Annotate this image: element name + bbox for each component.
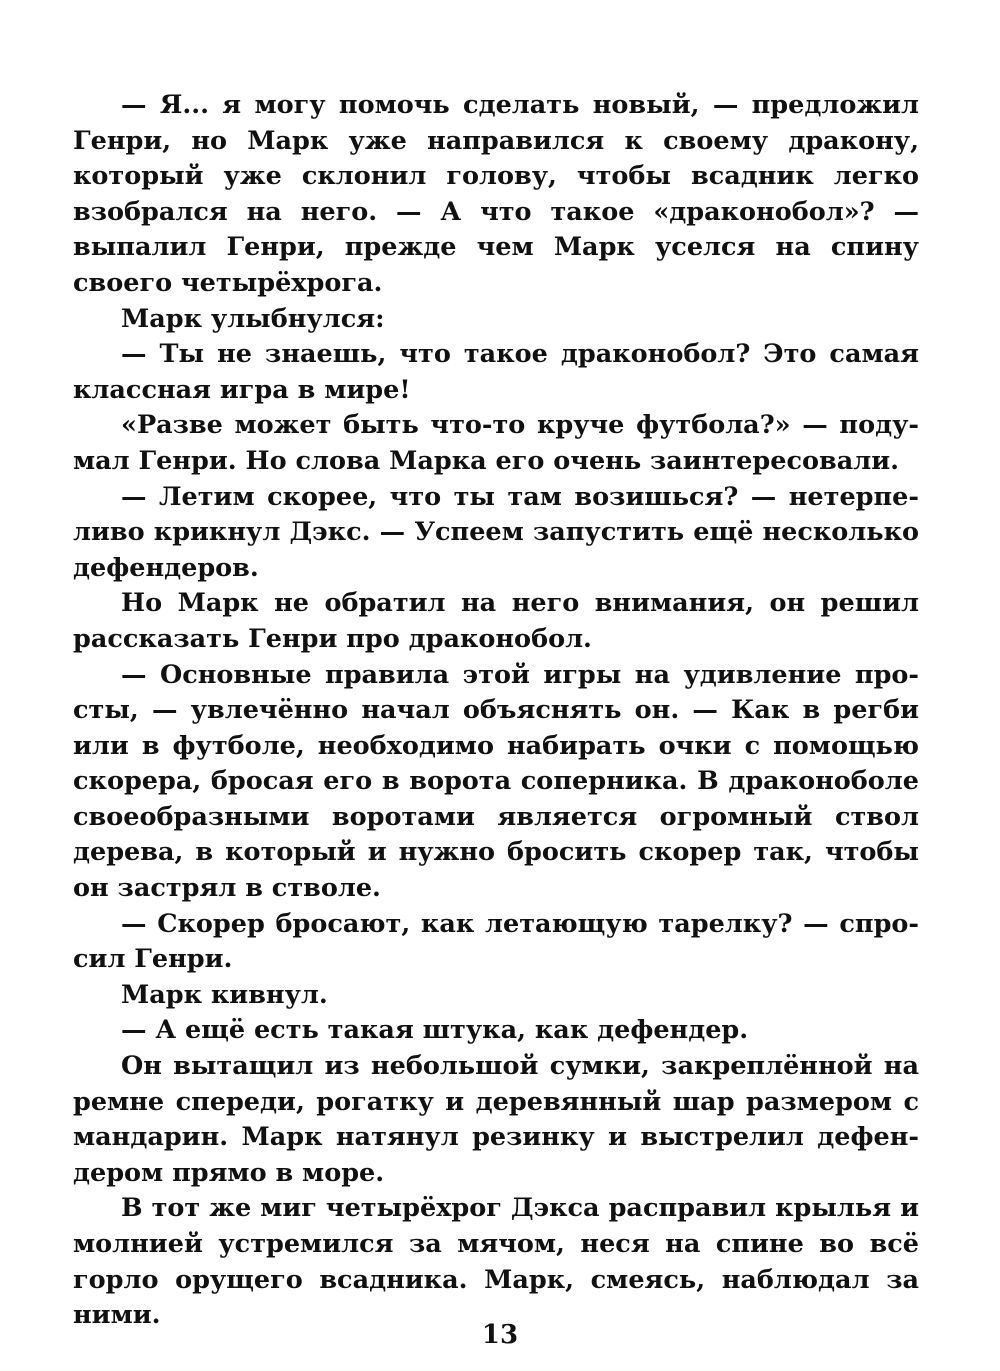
paragraph: — Летим скорее, что ты там возишься? — нетерпеливо крикнул Дэкс. — Успеем запустить ещё несколько дефендеров. bbox=[73, 481, 919, 583]
paragraph: Но Марк не обратил на него внимания, он решил рассказать Генри про драконобол. bbox=[73, 588, 919, 654]
paragraph: — Ты не знаешь, что такое драконобол? Это самая классная игра в мире! bbox=[73, 339, 919, 405]
paragraph: — Я... я могу помочь сделать новый, — предложил Генри, но Марк уже направился к своему дракону, который уже склонил голову, чтобы всадник легко взобрался на него. — А что такое «драконобол»? — выпалил Генри, прежде чем Марк уселся на спину своего четырёхрога. bbox=[73, 90, 919, 298]
paragraph: — Скорер бросают, как летающую тарелку? — спросил Генри. bbox=[73, 908, 919, 975]
paragraph: Марк кивнул. bbox=[121, 979, 328, 1010]
paragraph: В тот же миг четырёхрог Дэкса расправил крылья и молнией устремился за мячом, неся на спине во всё горло орущего всадника. Марк, смеясь, наблюдал за ними. bbox=[73, 1193, 919, 1331]
paragraph: «Разве может быть что-то круче футбола?» — подумал Генри. Но слова Марка его очень заинтересовали. bbox=[73, 410, 919, 476]
paragraph: Марк улыбнулся: bbox=[121, 303, 385, 334]
page-number: 13 bbox=[481, 1320, 519, 1350]
paragraph: — Основные правила этой игры на удивление просты, — увлечённо начал объяснять он. — Как в регби или в футболе, необходимо набирать очки с помощью скорера, бросая его в ворота соперника. В драконоболе своеобразными воротами является огромный ствол дерева, в который и нужно бросить скорер так, чтобы он застрял в стволе. bbox=[73, 659, 919, 904]
body-text bbox=[73, 88, 919, 1334]
paragraph: — А ещё есть такая штука, как дефендер. bbox=[121, 1015, 749, 1046]
paragraph: Он вытащил из небольшой сумки, закреплённой на ремне спереди, рогатку и деревянный шар размером с мандарин. Марк натянул резинку и выстрелил дефендером прямо в море. bbox=[73, 1051, 919, 1188]
